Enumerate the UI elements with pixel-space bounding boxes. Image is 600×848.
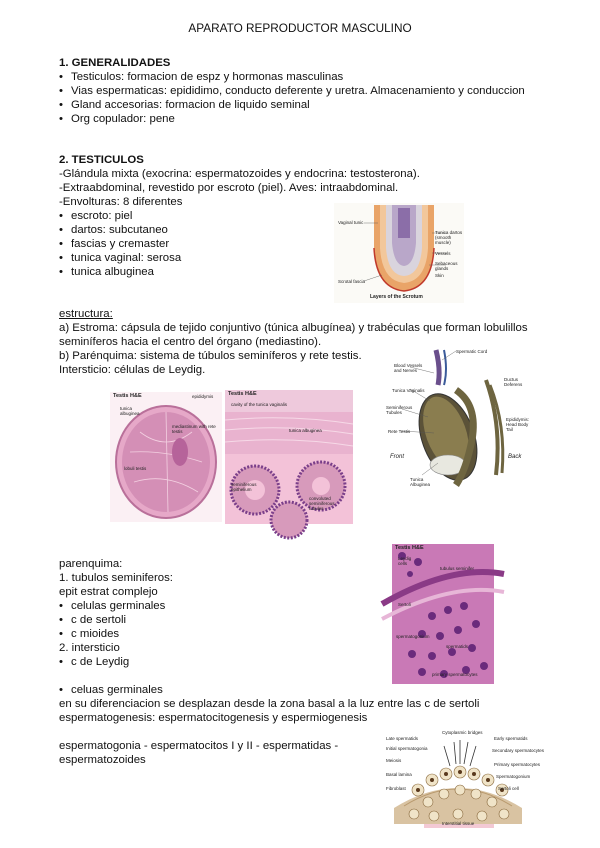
text-line: -Extraabdominal, revestido por escroto (piel). Aves: intraabdominal. <box>59 182 399 194</box>
figure-label: lobuli testis <box>124 466 147 471</box>
page-title: APARATO REPRODUCTOR MASCULINO <box>188 21 412 35</box>
figure-label: Front <box>390 454 405 460</box>
figure-label: Blood Vessels and Nerves <box>394 363 423 373</box>
list-item: • Vias espermaticas: epididimo, conducto deferente y uretra. Almacenamiento y conduccion <box>59 85 525 97</box>
figure-label: seminiferous epithelium <box>231 482 257 492</box>
figure-label: Leydig cells <box>398 556 412 566</box>
figure-label: Epididymis: Head Body Tail <box>506 417 530 432</box>
text-line: en su diferenciacion se desplazan desde la zona basal a la luz entre las c de sertoli <box>59 698 480 710</box>
text-line: epit estrat complejo <box>59 586 158 598</box>
figure-title: Testis H&E <box>113 393 142 399</box>
figure-label: Ductus Deferens <box>504 377 523 387</box>
figure-label: Meiosis <box>386 758 402 763</box>
figure-label: Spermatogonium <box>496 774 531 779</box>
list-item: • celuas germinales <box>59 684 163 696</box>
text-line: -Glándula mixta (exocrina: espermatozoides y endocrina: testosterona). <box>59 168 420 180</box>
figure-label: Skin <box>435 273 444 278</box>
figure-label: primary spermatocytes <box>432 672 478 677</box>
spermatogenesis-figure <box>384 728 545 828</box>
figure-label: Primary spermatocytes <box>494 762 541 767</box>
figure-label: Rete Testis <box>388 429 411 434</box>
figure-label: Fibroblast <box>386 786 406 791</box>
text-line: espermatogonia - espermatocitos I y II - espermatidas - <box>59 740 339 752</box>
list-item: • dartos: subcutaneo <box>59 224 168 236</box>
list-item: • tunica albuginea <box>59 266 154 278</box>
figure-label: Vaginal tunic <box>338 220 364 225</box>
figure-label: cavity of the tunica vaginalis <box>231 402 288 407</box>
figure-label: mediastinum with rete testis <box>172 424 216 434</box>
text-line: a) Estroma: cápsula de tejido conjuntivo (túnica albugínea) y trabéculas que forman lobulillos <box>59 322 528 334</box>
section-1-heading: 1. GENERALIDADES <box>59 57 171 69</box>
figure-label: Sertoli cell <box>498 786 519 791</box>
list-item: • Testiculos: formacion de espz y hormonas masculinas <box>59 71 344 83</box>
text-line: b) Parénquima: sistema de túbulos seminíferos y rete testis. <box>59 350 362 362</box>
list-item: • c de sertoli <box>59 614 127 626</box>
list-item: • c de Leydig <box>59 656 130 668</box>
figure-label: Tunica dartos (smooth muscle) <box>435 230 463 245</box>
figure-label: Spermatic Cord <box>456 349 488 354</box>
figure-label: Interstitial tissue <box>442 821 475 826</box>
figure-label: spermatogonium <box>396 634 430 639</box>
figure-label: Early spermatids <box>494 736 528 741</box>
figure-label: Late spermatids <box>386 736 419 741</box>
figure-label: Secondary spermatocytes <box>492 748 545 753</box>
histology-testis-figure-1 <box>110 392 222 522</box>
estructura-label: estructura: <box>59 308 113 320</box>
text-line: espermatogenesis: espermatocitogenesis y espermiogenesis <box>59 712 368 724</box>
list-item: • Gland accesorias: formacion de liquido seminal <box>59 99 310 111</box>
histology-testis-figure-3 <box>392 544 494 684</box>
figure-label: tunica albuginea <box>289 428 322 433</box>
list-item: • fascias y cremaster <box>59 238 170 250</box>
figure-caption: Layers of the Scrotum <box>370 294 423 300</box>
list-item: • tunica vaginal: serosa <box>59 252 182 264</box>
list-item: • Org copulador: pene <box>59 113 175 125</box>
figure-label: Seminiferous Tubules <box>386 405 413 415</box>
figure-label: Back <box>508 454 522 460</box>
text-line: -Envolturas: 8 diferentes <box>59 196 183 208</box>
text-line: 1. tubulos seminiferos: <box>59 572 173 584</box>
figure-label: Tunica Albuginea <box>410 477 431 487</box>
scrotum-layers-figure <box>334 203 464 303</box>
figure-label: tubulus seminifer <box>440 566 475 571</box>
figure-label: Sebaceous glands <box>435 261 458 271</box>
figure-label: spermatids <box>446 644 469 649</box>
histology-testis-figure-2 <box>225 390 353 524</box>
figure-label: tunica albuginea <box>120 406 140 416</box>
figure-label: epididymis <box>192 394 214 399</box>
text-line: 2. intersticio <box>59 642 120 654</box>
parenquima-label: parenquima: <box>59 558 123 570</box>
list-item: • celulas germinales <box>59 600 166 612</box>
figure-label: Basal lamina <box>386 772 412 777</box>
text-line: seminíferos hacia el centro del órgano (mediastino). <box>59 336 322 348</box>
figure-title: Testis H&E <box>395 545 424 551</box>
text-line: espermatozoides <box>59 754 146 766</box>
figure-label: Sertoli <box>398 602 411 607</box>
figure-title: Testis H&E <box>228 391 257 397</box>
figure-label: Scrotal fascia <box>338 279 366 284</box>
list-item: • c mioides <box>59 628 120 640</box>
figure-label: Initial spermatogonia <box>386 746 428 751</box>
figure-label: Tunica Vaginalis <box>392 388 425 393</box>
figure-label: Cytoplasmic bridges <box>442 730 483 735</box>
figure-label: convoluted seminiferous tubules <box>309 496 335 511</box>
list-item: • escroto: piel <box>59 210 133 222</box>
text-line: Intersticio: células de Leydig. <box>59 364 206 376</box>
section-2-heading: 2. TESTICULOS <box>59 154 144 166</box>
figure-label: Vessels <box>435 251 451 256</box>
testis-diagram-figure <box>386 345 534 495</box>
